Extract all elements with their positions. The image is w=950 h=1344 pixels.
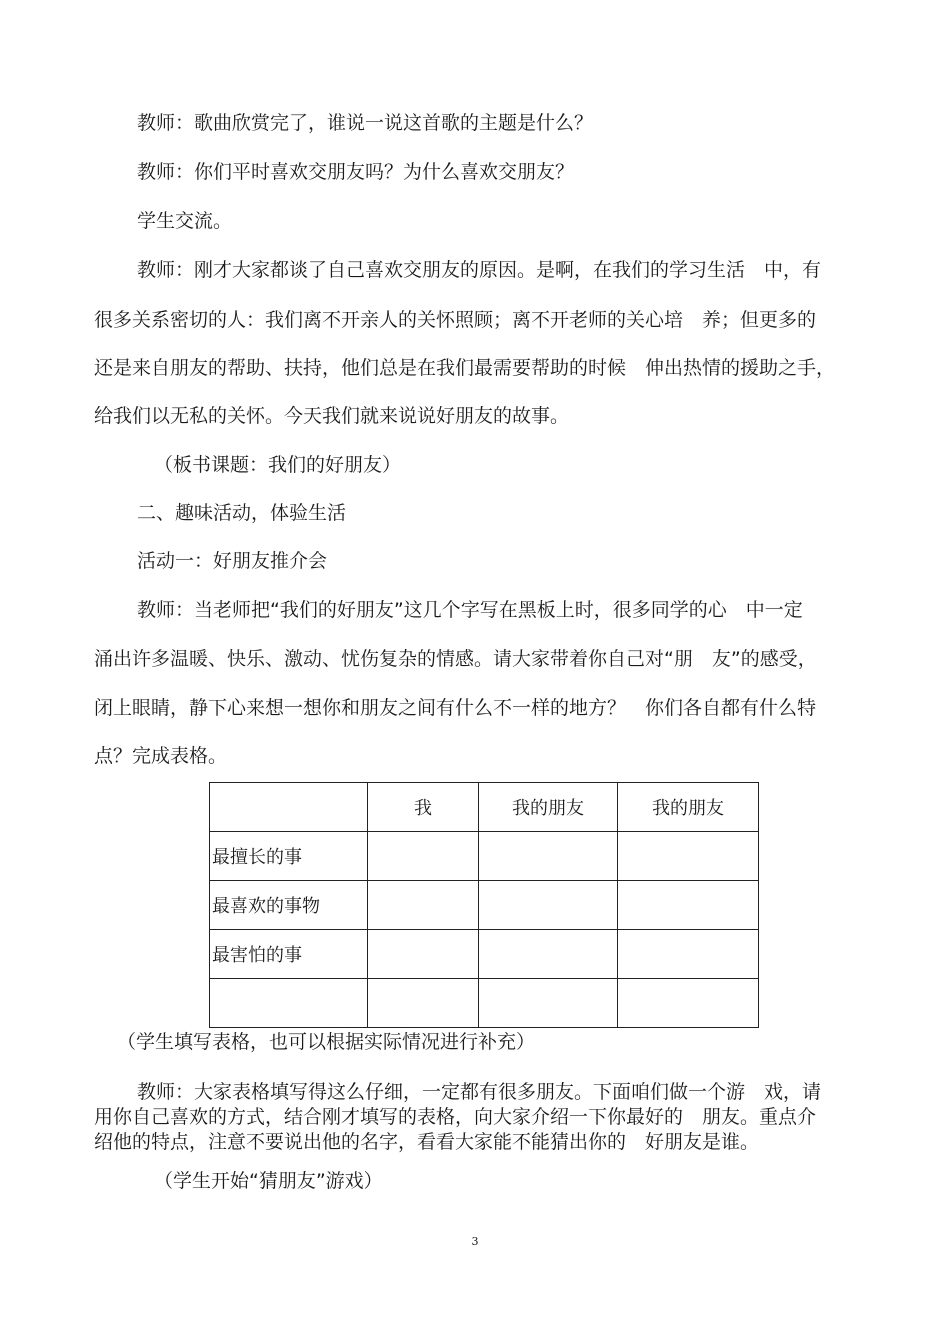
paragraph-line: 教师：歌曲欣赏完了，谁说一说这首歌的主题是什么？ [137, 112, 594, 134]
row-label: 最擅长的事 [210, 832, 368, 881]
paragraph-line: 很多关系密切的人：我们离不开亲人的关怀照顾；离不开老师的关心培 养；但更多的 [94, 309, 817, 331]
paragraph-line: 闭上眼睛，静下心来想一想你和朋友之间有什么不一样的地方？ 你们各自都有什么特 [94, 697, 817, 719]
table-cell [479, 930, 618, 979]
row-label: 最喜欢的事物 [210, 881, 368, 930]
paragraph-line: （学生开始“猜朋友”游戏） [154, 1170, 383, 1192]
activity-heading: 活动一：好朋友推介会 [137, 550, 328, 572]
table-row [210, 979, 759, 1028]
table-cell [618, 832, 759, 881]
table-header-cell: 我 [368, 783, 479, 832]
row-label [210, 979, 368, 1028]
section-heading: 二、趣味活动，体验生活 [137, 502, 347, 524]
table-cell [479, 881, 618, 930]
table-header-cell: 我的朋友 [479, 783, 618, 832]
paragraph-line: 涌出许多温暖、快乐、激动、忧伤复杂的情感。请大家带着你自己对“朋 友”的感受， [94, 648, 817, 670]
paragraph-line: 教师：你们平时喜欢交朋友吗？为什么喜欢交朋友？ [137, 161, 575, 183]
paragraph-line: 给我们以无私的关怀。今天我们就来说说好朋友的故事。 [94, 405, 570, 427]
paragraph-line: 教师：大家表格填写得这么仔细，一定都有很多朋友。下面咱们做一个游 戏，请 [137, 1081, 822, 1103]
table-header-cell: 我的朋友 [618, 783, 759, 832]
table-cell [479, 979, 618, 1028]
paragraph-line: 绍他的特点，注意不要说出他的名字，看看大家能不能猜出你的 好朋友是谁。 [94, 1131, 760, 1153]
table-cell [368, 832, 479, 881]
paragraph-line: 点？完成表格。 [94, 745, 228, 767]
table-cell [210, 783, 368, 832]
table-header-row [210, 783, 759, 832]
table-cell [368, 979, 479, 1028]
table-note: （学生填写表格，也可以根据实际情况进行补充） [117, 1031, 536, 1053]
page-number: 3 [471, 1235, 479, 1248]
table-row [210, 832, 759, 881]
table-row [210, 881, 759, 930]
row-label: 最害怕的事 [210, 930, 368, 979]
paragraph-line: 用你自己喜欢的方式，结合刚才填写的表格，向大家介绍一下你最好的 朋友。重点介 [94, 1106, 817, 1128]
paragraph-line: 学生交流。 [137, 210, 233, 232]
table-cell [618, 930, 759, 979]
paragraph-line: 还是来自朋友的帮助、扶持，他们总是在我们最需要帮助的时候 伸出热情的援助之手， [94, 357, 836, 379]
paragraph-line: （板书课题：我们的好朋友） [154, 454, 402, 476]
table-cell [618, 979, 759, 1028]
paragraph-line: 教师：刚才大家都谈了自己喜欢交朋友的原因。是啊，在我们的学习生活 中，有 [137, 259, 822, 281]
table-cell [368, 930, 479, 979]
table-cell [479, 832, 618, 881]
paragraph-line: 教师：当老师把“我们的好朋友”这几个字写在黑板上时，很多同学的心 中一定 [137, 599, 803, 621]
table-row [210, 930, 759, 979]
comparison-table [209, 782, 759, 1028]
table-cell [618, 881, 759, 930]
table-cell [368, 881, 479, 930]
